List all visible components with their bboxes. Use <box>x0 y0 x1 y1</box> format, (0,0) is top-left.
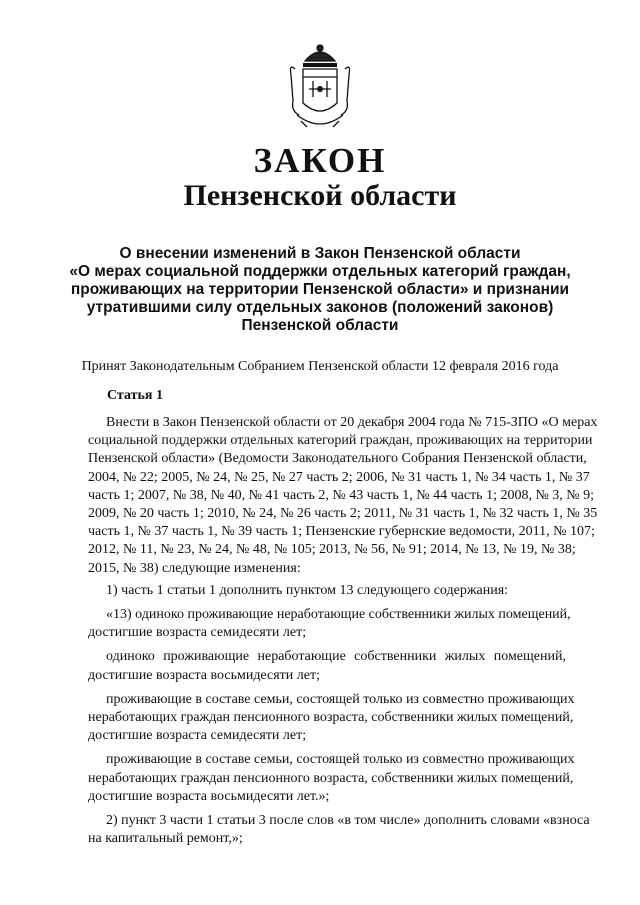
article-label: Статья 1 <box>107 388 163 403</box>
heading-line: проживающих на территории Пензенской области» и признании <box>70 281 570 298</box>
body-line: 2009, № 20 часть 1; 2010, № 24, № 26 часть 2; 2011, № 31 часть 1, № 32 часть 1, № 35 <box>88 506 598 522</box>
paragraph-line: проживающие в составе семьи, состоящей только из совместно проживающих <box>106 752 575 768</box>
adoption-note: Принят Законодательным Собранием Пензенской области 12 февраля 2016 года <box>81 359 559 374</box>
paragraph-13-line: достигшие возраста семидесяти лет; <box>88 625 307 641</box>
paragraph-line: достигшие возраста восьмидесяти лет; <box>88 667 320 683</box>
paragraph-line: неработающих граждан пенсионного возраста, собственники жилых помещений, <box>88 770 574 786</box>
item-1: 1) часть 1 статьи 1 дополнить пунктом 13 следующего содержания: <box>106 582 509 598</box>
body-line: 2004, № 22; 2005, № 24, № 25, № 27 часть 2; 2006, № 31 часть 1, № 34 часть 1, № 37 <box>88 469 590 485</box>
body-line: 2015, № 38) следующие изменения: <box>88 560 301 576</box>
item-2-line: на капитальный ремонт,»; <box>88 831 243 847</box>
article-body <box>88 414 598 848</box>
body-line: 2012, № 11, № 23, № 24, № 48, № 105; 2013, № 56, № 91; 2014, № 13, № 19, № 38; <box>88 542 576 558</box>
paragraph-line: проживающие в составе семьи, состоящей только из совместно проживающих <box>106 691 575 707</box>
body-line: социальной поддержки отдельных категорий граждан, проживающих на территории <box>88 433 593 449</box>
paragraph-line: достигшие возраста семидесяти лет; <box>88 728 307 744</box>
heading-line: Пензенской области <box>241 317 399 334</box>
paragraph-line: одиноко проживающие неработающие собственники жилых помещений, <box>106 649 566 665</box>
body-line: часть 1; 2007, № 38, № 40, № 41 часть 2, № 43 часть 1, № 44 часть 1; 2008, № 3, № 9; <box>88 487 595 503</box>
item-2-line: 2) пункт 3 части 1 статьи 3 после слов «в том числе» дополнить словами «взноса <box>106 813 590 829</box>
heading-line: утратившими силу отдельных законов (положений законов) <box>86 299 554 316</box>
heading-line: «О мерах социальной поддержки отдельных категорий граждан, <box>69 263 571 280</box>
paragraph-line: неработающих граждан пенсионного возраста, собственники жилых помещений, <box>88 710 574 726</box>
law-heading <box>60 245 580 335</box>
law-title: ЗАКОН <box>253 141 387 180</box>
heading-line: О внесении изменений в Закон Пензенской области <box>119 245 521 262</box>
coat-of-arms-emblem <box>283 41 357 133</box>
paragraph-line: достигшие возраста восьмидесяти лет.»; <box>88 788 330 804</box>
body-line: Внести в Закон Пензенской области от 20 декабря 2004 года № 715-ЗПО «О мерах <box>106 415 598 430</box>
body-line: Пензенской области» (Ведомости Законодательного Собрания Пензенской области, <box>88 451 587 467</box>
paragraph-13-line: «13) одиноко проживающие неработающие собственники жилых помещений, <box>106 607 571 623</box>
region-title: Пензенской области <box>183 179 457 212</box>
body-line: часть 1, № 37 часть 1, № 39 часть 1; Пензенские губернские ведомости, 2011, № 107; <box>88 524 595 540</box>
